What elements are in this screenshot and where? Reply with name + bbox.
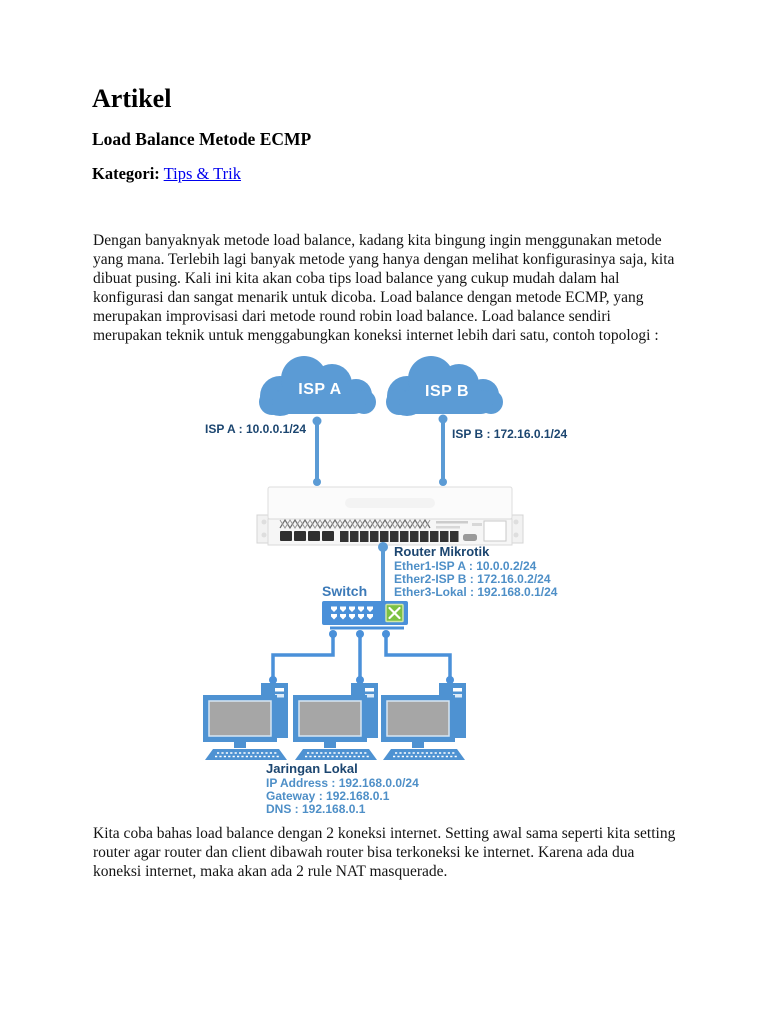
lan-title-label: Jaringan Lokal	[266, 761, 358, 776]
isp-b-link-line	[439, 415, 448, 487]
intro-paragraph: Dengan banyaknyak metode load balance, kadang kita bingung ingin menggunakan metode yang mana. Terlebih lagi banyak metode yang hanya dengan melihat konfigurasinya saja, kita dibuat pusing. Kali ini kita akan coba tips load balance yang cukup mudah dalam hal konfigurasi dan sangat menarik untuk dicoba. Load balance dengan metode ECMP, yang merupakan improvisasi dari metode round robin load balance. Load balance sendiri merupakan teknik untuk menggabungkan koneksi internet lebih dari satu, contoh topologi :	[93, 232, 675, 344]
switch-icon	[322, 601, 408, 625]
switch-crossover-icon	[386, 605, 403, 622]
isp-a-address-label: ISP A : 10.0.0.1/24	[205, 422, 306, 436]
router-ether1-label: Ether1-ISP A : 10.0.0.2/24	[394, 559, 537, 573]
isp-b-address-label: ISP B : 172.16.0.1/24	[452, 427, 568, 441]
category-label: Kategori:	[92, 164, 160, 183]
topology-svg	[0, 355, 768, 823]
category-row	[92, 164, 241, 184]
lan-link-lines	[269, 628, 454, 684]
isp-a-label: ISP A	[298, 381, 342, 398]
isp-a-link-line	[313, 417, 322, 487]
computer-icon	[293, 683, 378, 760]
router-switch-line	[378, 542, 388, 601]
router-image	[257, 487, 523, 545]
lan-gateway-label: Gateway : 192.168.0.1	[266, 789, 390, 803]
computer-icon	[381, 683, 466, 760]
article-subtitle: Load Balance Metode ECMP	[92, 129, 312, 149]
closing-paragraph: Kita coba bahas load balance dengan 2 koneksi internet. Setting awal sama seperti kita setting router agar router dan client dibawah router bisa terkoneksi ke internet. Karena ada dua koneksi internet, maka akan ada 2 rule NAT masquerade.	[93, 825, 676, 880]
category-link[interactable]: Tips & Trik	[163, 164, 242, 183]
lan-dns-label: DNS : 192.168.0.1	[266, 802, 366, 816]
router-ether2-label: Ether2-ISP B : 172.16.0.2/24	[394, 572, 551, 586]
switch-label: Switch	[322, 583, 368, 599]
router-ether3-label: Ether3-Lokal : 192.168.0.1/24	[394, 585, 558, 599]
router-title-label: Router Mikrotik	[394, 544, 490, 559]
topology-diagram	[0, 355, 768, 823]
page-title: Artikel	[92, 84, 172, 113]
computer-icon	[203, 683, 288, 760]
isp-b-label: ISP B	[425, 383, 469, 400]
lan-ip-label: IP Address : 192.168.0.0/24	[266, 776, 419, 790]
